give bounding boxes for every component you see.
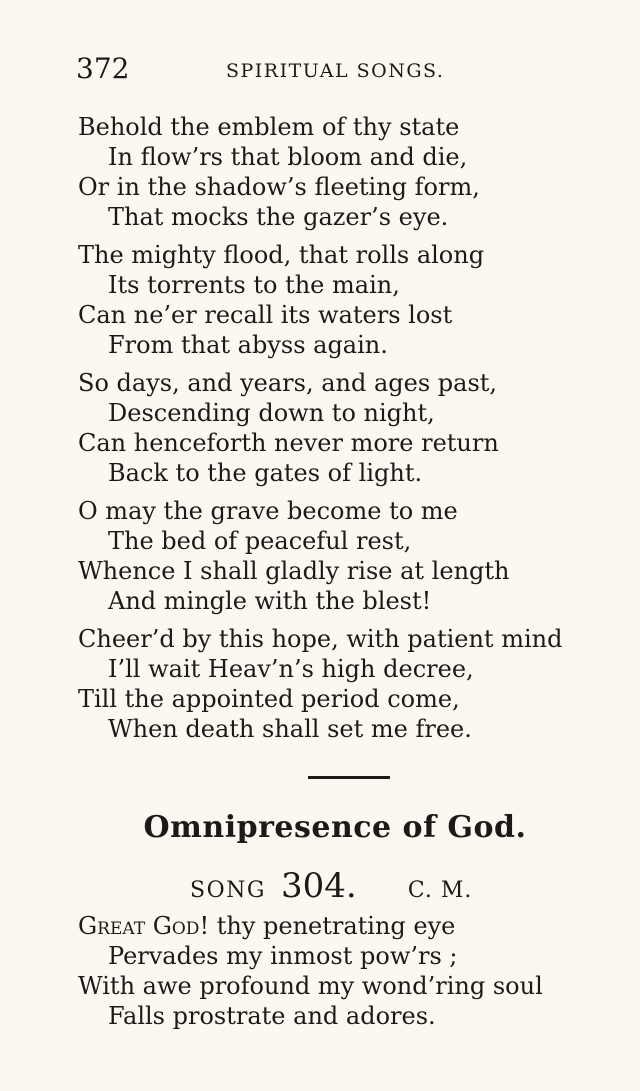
verse-line: The mighty flood, that rolls along [78, 241, 485, 269]
song-meter: C. M. [407, 878, 473, 903]
first-line-rest: ! thy penetrating eye [199, 912, 456, 940]
stanza [78, 496, 618, 616]
verse-line: When death shall set me free. [108, 715, 472, 743]
verse-line: Back to the gates of light. [108, 459, 423, 487]
song-number: 304. [281, 866, 357, 906]
verse-line: Whence I shall gladly rise at length [78, 557, 510, 585]
stanza [78, 112, 618, 232]
verse-line: That mocks the gazer’s eye. [108, 203, 449, 231]
verse-line: The bed of peaceful rest, [108, 527, 412, 555]
hymn-title: Omnipresence of God. [143, 810, 527, 845]
song-label: SONG [190, 878, 266, 903]
verse-line [78, 911, 618, 941]
section-divider [308, 776, 390, 779]
stanza [78, 240, 618, 360]
verse-line: Falls prostrate and adores. [108, 1002, 436, 1030]
opening-words: Great God [78, 912, 200, 940]
verse-line: Can ne’er recall its waters lost [78, 301, 453, 329]
verse-line: In flow’rs that bloom and die, [108, 143, 468, 171]
running-title: SPIRITUAL SONGS. [226, 60, 445, 82]
verse-line: And mingle with the blest! [108, 587, 432, 615]
stanza [78, 368, 618, 488]
verse-line: Its torrents to the main, [108, 271, 400, 299]
page-header [76, 52, 516, 88]
hymn-text [78, 911, 618, 1031]
verse-line: Descending down to night, [108, 399, 435, 427]
verse-line: I’ll wait Heav’n’s high decree, [108, 655, 474, 683]
verse-line: Can henceforth never more return [78, 429, 499, 457]
stanza [78, 624, 618, 744]
verse-line: O may the grave become to me [78, 497, 458, 525]
verse-line: Till the appointed period come, [78, 685, 460, 713]
poem [78, 112, 618, 752]
verse-line: From that abyss again. [108, 331, 388, 359]
song-heading [190, 866, 550, 906]
verse-line: So days, and years, and ages past, [78, 369, 498, 397]
verse-line: Or in the shadow’s fleeting form, [78, 173, 480, 201]
verse-line: With awe profound my wond’ring soul [78, 972, 543, 1000]
verse-line: Cheer’d by this hope, with patient mind [78, 625, 563, 653]
page-number: 372 [76, 52, 130, 85]
verse-line: Pervades my inmost pow’rs ; [108, 942, 458, 970]
verse-line: Behold the emblem of thy state [78, 113, 460, 141]
